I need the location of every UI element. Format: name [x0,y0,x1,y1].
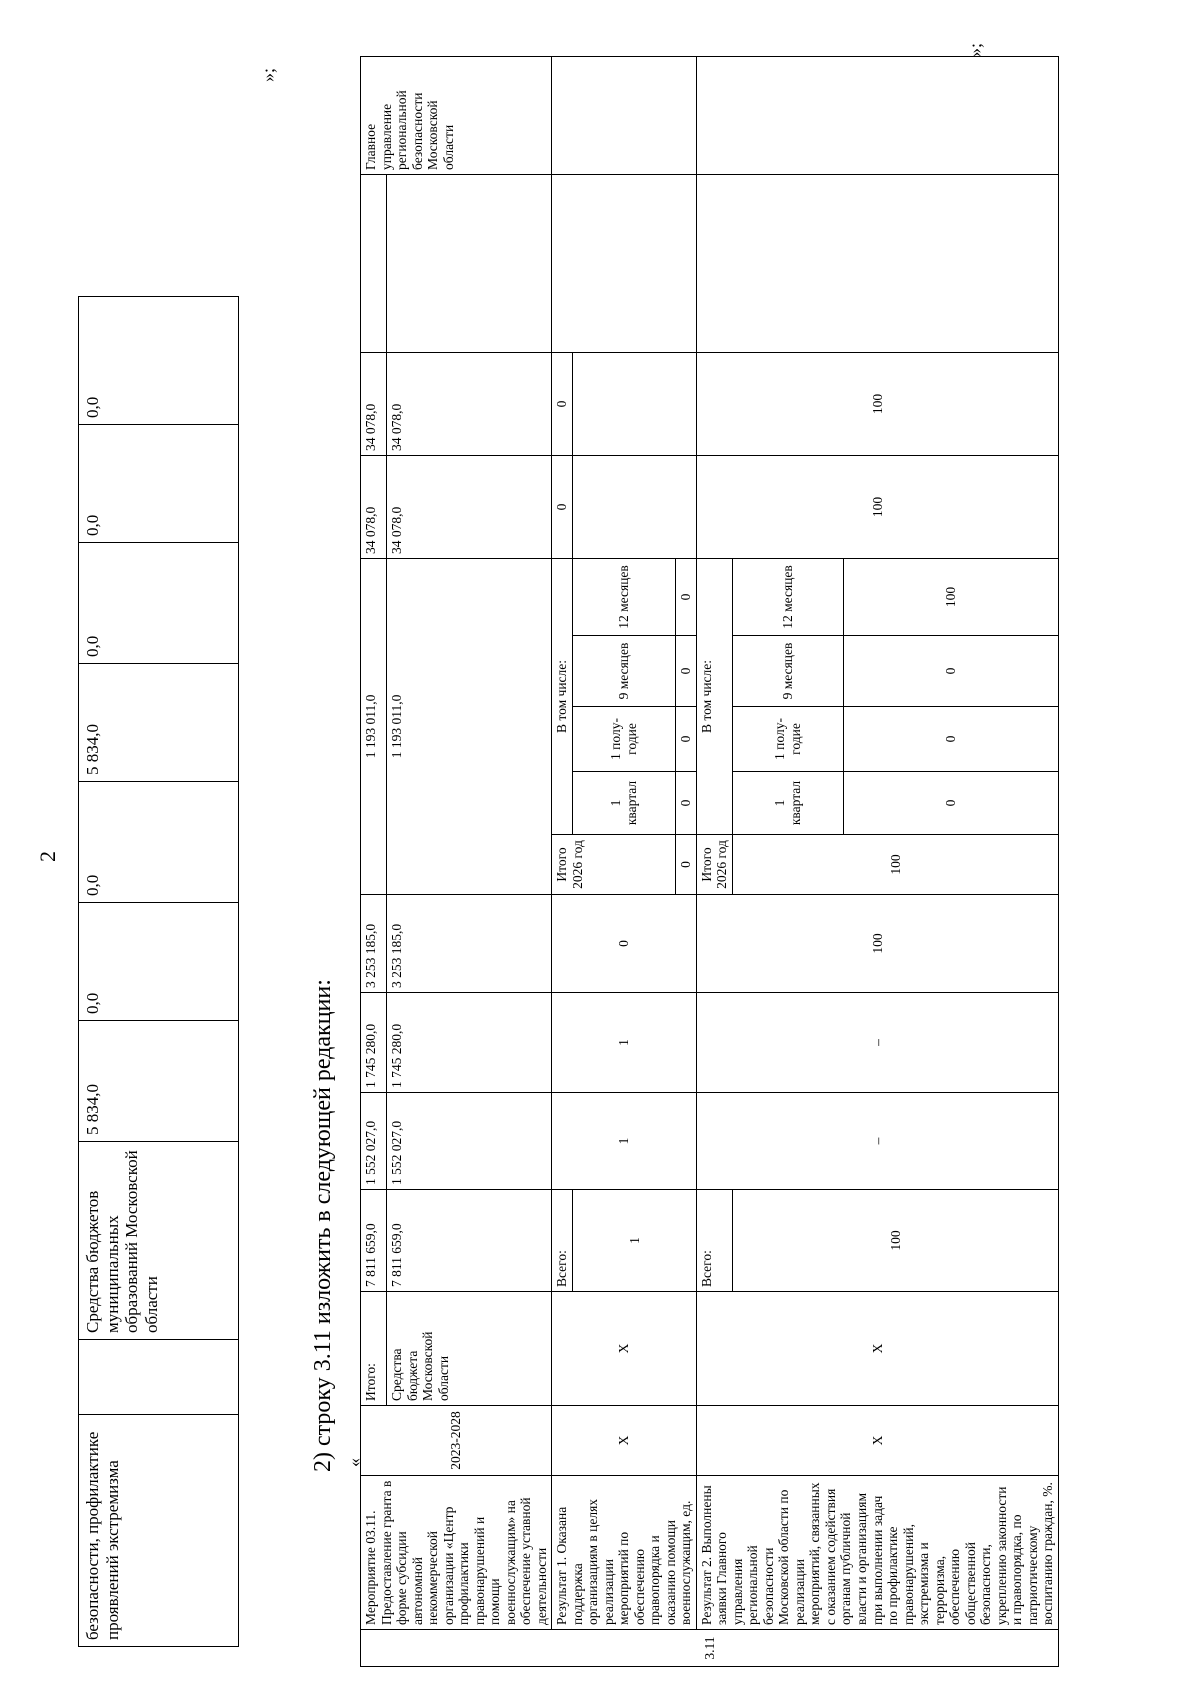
result1-x: Х [552,1292,697,1406]
top-value: 5 834,0 [79,1021,239,1142]
itogo-value: 1 552 027,0 [361,1093,387,1190]
period: 2023-2028 [361,1406,552,1476]
result1-incl-label: В том числе: [552,558,573,834]
top-value: 0,0 [79,782,239,903]
heading: 2) строку 3.11 изложить в следующей редакции: [310,979,336,1472]
result2-q-label: 9 месяцев [732,636,843,707]
result2-2028: 100 [696,352,1058,455]
result2-2026-total: 100 [696,895,1058,993]
result2-x: Х [696,1292,1058,1406]
result2-itogo-2026-value: 100 [732,835,1058,895]
result1-total-value: 1 [572,1190,696,1292]
itogo-value: 7 811 659,0 [361,1190,387,1292]
result2-q-label: 12 месяцев [732,558,843,635]
result1-text: Результат 1. Оказана поддержка организациям в целях реализации мероприятий по обеспечению правопорядка и оказанию помощи военнослужащим, ед. [552,1476,697,1630]
result1-q-value: 0 [676,707,697,772]
result1-2024: 1 [552,1093,697,1190]
measure-text: Мероприятие 03.11. Предоставление гранта в форме субсидии автономной некоммерческой организации «Центр профилактики правонарушений и помощи военнослужащим» на обеспечение уставной деятельности [361,1476,552,1630]
top-source: Средства бюджетов муниципальных образований Московской области [79,1142,239,1340]
result2-2024: – [696,1093,1058,1190]
result2-q-value: 0 [843,707,1058,772]
source-value: 1 193 011,0 [387,558,552,894]
result1-q-value: 0 [676,772,697,835]
result2-2025: – [696,993,1058,1093]
result2-total-label: Всего: [696,1190,732,1292]
row-number: 3.11 [361,1630,1059,1667]
top-row-text: безопасности, профилактике проявлений экстремизма [79,1415,239,1647]
source-label: Средства бюджета Московской области [387,1292,552,1406]
source-value: 1 552 027,0 [387,1093,552,1190]
opening-quote: « [344,1458,364,1467]
result2-incl-label: В том числе: [696,558,732,834]
result1-2028: 0 [552,352,573,455]
result1-itogo-2026-label: Итого 2026 год [552,835,676,895]
result2-x: Х [696,1406,1058,1476]
result1-q-label: 1 полу-годие [572,707,676,772]
result1-2027: 0 [552,455,573,558]
main-table [360,56,1059,1667]
result1-q-value: 0 [676,558,697,635]
source-value: 7 811 659,0 [387,1190,552,1292]
itogo-value: 3 253 185,0 [361,895,387,993]
source-value: 34 078,0 [387,352,552,455]
result2-itogo-2026-label: Итого 2026 год [696,835,732,895]
top-value: 0,0 [79,903,239,1021]
result1-q-label: 12 месяцев [572,558,676,635]
result2-2027: 100 [696,455,1058,558]
result2-q-value: 0 [843,772,1058,835]
result2-q-label: 1 полу-годие [732,707,843,772]
itogo-value: 34 078,0 [361,455,387,558]
top-value: 0,0 [79,297,239,425]
closing-quote-bottom: »; [965,42,985,57]
result2-q-value: 100 [843,558,1058,635]
result2-q-label: 1 квартал [732,772,843,835]
top-table [78,296,239,1647]
result1-q-value: 0 [676,636,697,707]
result1-x: Х [552,1406,697,1476]
top-value: 0,0 [79,543,239,664]
source-value: 1 745 280,0 [387,993,552,1093]
executor: Главное управление региональной безопасности Московской области [361,56,552,174]
top-value: 0,0 [79,425,239,543]
top-value: 5 834,0 [79,664,239,782]
page-number: 2 [35,851,60,862]
result1-total-label: Всего: [552,1190,573,1292]
source-value: 34 078,0 [387,455,552,558]
result1-itogo-2026-value: 0 [676,835,697,895]
result2-q-value: 0 [843,636,1058,707]
source-value: 3 253 185,0 [387,895,552,993]
result2-text: Результат 2. Выполнены заявки Главного управления региональной безопасности Московской области по реализации мероприятий, связанных с оказанием содействия органам публичной власти и организациям при выполнении задач по профилактике правонарушений, экстремизма и терроризма, обеспечению общественной безопасности, укреплению законности и правопорядка, по патриотическому воспитанию граждан, %. [696,1476,1058,1630]
result1-2025: 1 [552,993,697,1093]
result2-total-value: 100 [732,1190,1058,1292]
result1-q-label: 1 квартал [572,772,676,835]
result1-q-label: 9 месяцев [572,636,676,707]
itogo-value: 1 193 011,0 [361,558,387,894]
result1-2026-total: 0 [552,895,697,993]
itogo-value: 1 745 280,0 [361,993,387,1093]
itogo-label: Итого: [361,1292,387,1406]
closing-quote-top: »; [258,67,278,82]
itogo-value: 34 078,0 [361,352,387,455]
